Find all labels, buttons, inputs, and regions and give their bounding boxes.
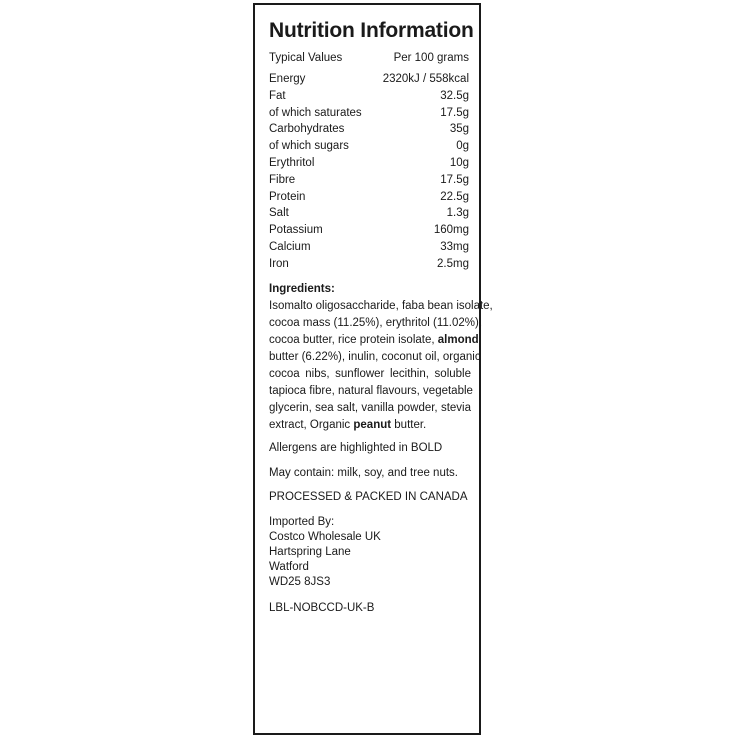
nutrient-name: of which saturates: [269, 106, 362, 119]
nutrition-row: [269, 71, 469, 88]
nutrition-row: [269, 239, 469, 256]
importer-label: Imported By:: [269, 516, 335, 528]
nutrient-name: Protein: [269, 190, 306, 203]
nutrient-value: 10g: [449, 157, 469, 169]
nutrition-row: [269, 155, 469, 172]
label-title: Nutrition Information: [269, 19, 474, 42]
nutrient-name: Erythritol: [269, 157, 315, 169]
processed-note: PROCESSED & PACKED IN CANADA: [269, 491, 468, 503]
nutrition-row: [269, 205, 469, 222]
importer-name: Costco Wholesale UK: [269, 531, 381, 543]
nutrition-row: [269, 172, 469, 189]
importer-street: Hartspring Lane: [269, 546, 351, 558]
nutrient-value: 33mg: [440, 241, 469, 253]
nutrition-row: [269, 88, 469, 105]
nutrient-name: Fibre: [269, 173, 296, 186]
nutrition-row: [269, 189, 469, 206]
ingredients-line: butter (6.22%), inulin, coconut oil, organic: [269, 351, 481, 363]
label-code: LBL-NOBCCD-UK-B: [269, 602, 375, 614]
nutrient-value: 2.5mg: [437, 257, 469, 270]
ingredients-line: cocoa nibs, sunflower lecithin, soluble: [269, 368, 471, 380]
ingredients-line: tapioca fibre, natural flavours, vegetable: [269, 385, 473, 397]
nutrient-value: 22.5g: [440, 190, 469, 203]
nutrient-value: 160mg: [433, 224, 469, 237]
ingredients-line: cocoa mass (11.25%), erythritol (11.02%),: [269, 317, 483, 329]
nutrient-value: 2320kJ / 558kcal: [382, 73, 469, 85]
nutrient-value: 0g: [456, 140, 469, 153]
ingredients-line: [269, 332, 479, 349]
importer-postcode: WD25 8JS3: [269, 576, 331, 588]
nutrient-name: Calcium: [269, 241, 311, 253]
allergens-note: Allergens are highlighted in BOLD: [269, 442, 443, 454]
nutrition-label-panel: [253, 3, 493, 735]
ingredients-line: [269, 417, 471, 434]
nutrient-name: Carbohydrates: [269, 123, 345, 136]
nutrient-value: 17.5g: [440, 173, 469, 186]
typical-values-label: Typical Values: [269, 52, 343, 64]
ingredients-text-segment: cocoa butter, rice protein isolate,: [269, 334, 438, 346]
nutrition-row: [269, 138, 469, 155]
allergen-almond: almond: [437, 334, 479, 346]
nutrient-value: 1.3g: [446, 207, 469, 220]
ingredients-line: glycerin, sea salt, vanilla powder, stevia: [269, 402, 471, 414]
ingredients-line: Isomalto oligosaccharide, faba bean isolate,: [269, 300, 493, 312]
nutrient-name: of which sugars: [269, 140, 349, 153]
ingredients-text-segment: extract, Organic: [269, 419, 354, 431]
allergen-peanut: peanut: [353, 419, 392, 431]
per-100g-label: Per 100 grams: [393, 52, 469, 64]
nutrient-name: Energy: [269, 73, 306, 85]
may-contain-note: May contain: milk, soy, and tree nuts.: [269, 467, 458, 479]
nutrition-row: [269, 105, 469, 122]
nutrient-name: Iron: [269, 257, 289, 270]
nutrition-header-row: [269, 50, 469, 67]
importer-town: Watford: [269, 561, 309, 573]
nutrition-row: [269, 222, 469, 239]
nutrient-name: Salt: [269, 207, 289, 220]
nutrient-name: Potassium: [269, 224, 323, 237]
nutrient-value: 32.5g: [440, 89, 469, 102]
nutrition-row: [269, 256, 469, 273]
nutrient-value: 35g: [449, 123, 469, 136]
ingredients-heading: Ingredients:: [269, 283, 335, 295]
ingredients-text-segment: butter.: [391, 419, 427, 431]
nutrition-row: [269, 121, 469, 138]
nutrient-value: 17.5g: [440, 106, 469, 119]
nutrient-name: Fat: [269, 89, 286, 102]
